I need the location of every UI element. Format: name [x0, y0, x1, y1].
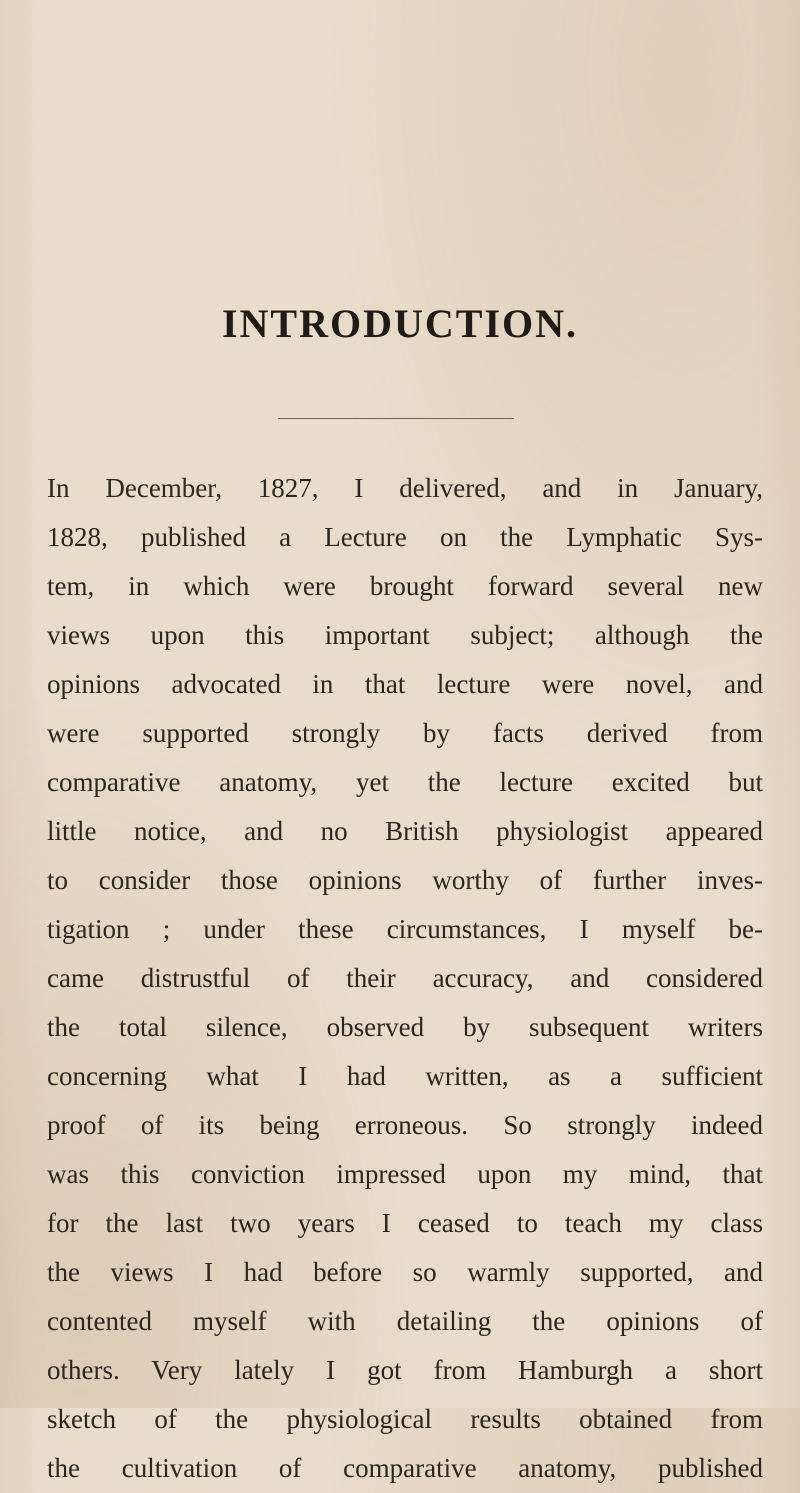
- text-line: proof of its being erroneous. So strongly indeed: [47, 1110, 763, 1140]
- text-line: sketch of the physiological results obtained from: [47, 1404, 763, 1434]
- text-line: In December, 1827, I delivered, and in January,: [47, 473, 763, 503]
- text-line: others. Very lately I got from Hamburgh a short: [47, 1355, 763, 1385]
- text-line: the total silence, observed by subsequent writers: [47, 1012, 763, 1042]
- text-line: views upon this important subject; although the: [47, 620, 763, 650]
- body-paragraph: [47, 464, 763, 1493]
- text-line: the cultivation of comparative anatomy, published: [47, 1453, 763, 1483]
- text-line: for the last two years I ceased to teach my class: [47, 1208, 763, 1238]
- text-line: came distrustful of their accuracy, and considered: [47, 963, 763, 993]
- text-line: little notice, and no British physiologist appeared: [47, 816, 763, 846]
- text-line: comparative anatomy, yet the lecture excited but: [47, 767, 763, 797]
- text-line: the views I had before so warmly supported, and: [47, 1257, 763, 1287]
- text-line: 1828, published a Lecture on the Lymphatic Sys-: [47, 522, 763, 552]
- chapter-heading: INTRODUCTION.: [221, 301, 579, 346]
- text-line: tem, in which were brought forward several new: [47, 571, 763, 601]
- text-line: concerning what I had written, as a sufficient: [47, 1061, 763, 1091]
- text-line: opinions advocated in that lecture were novel, and: [47, 669, 763, 699]
- text-line: contented myself with detailing the opinions of: [47, 1306, 763, 1336]
- text-line: was this conviction impressed upon my mind, that: [47, 1159, 763, 1189]
- text-line: tigation ; under these circumstances, I myself be-: [47, 914, 763, 944]
- heading-rule: [278, 418, 514, 419]
- text-line: were supported strongly by facts derived from: [47, 718, 763, 748]
- text-line: to consider those opinions worthy of further inves-: [47, 865, 763, 895]
